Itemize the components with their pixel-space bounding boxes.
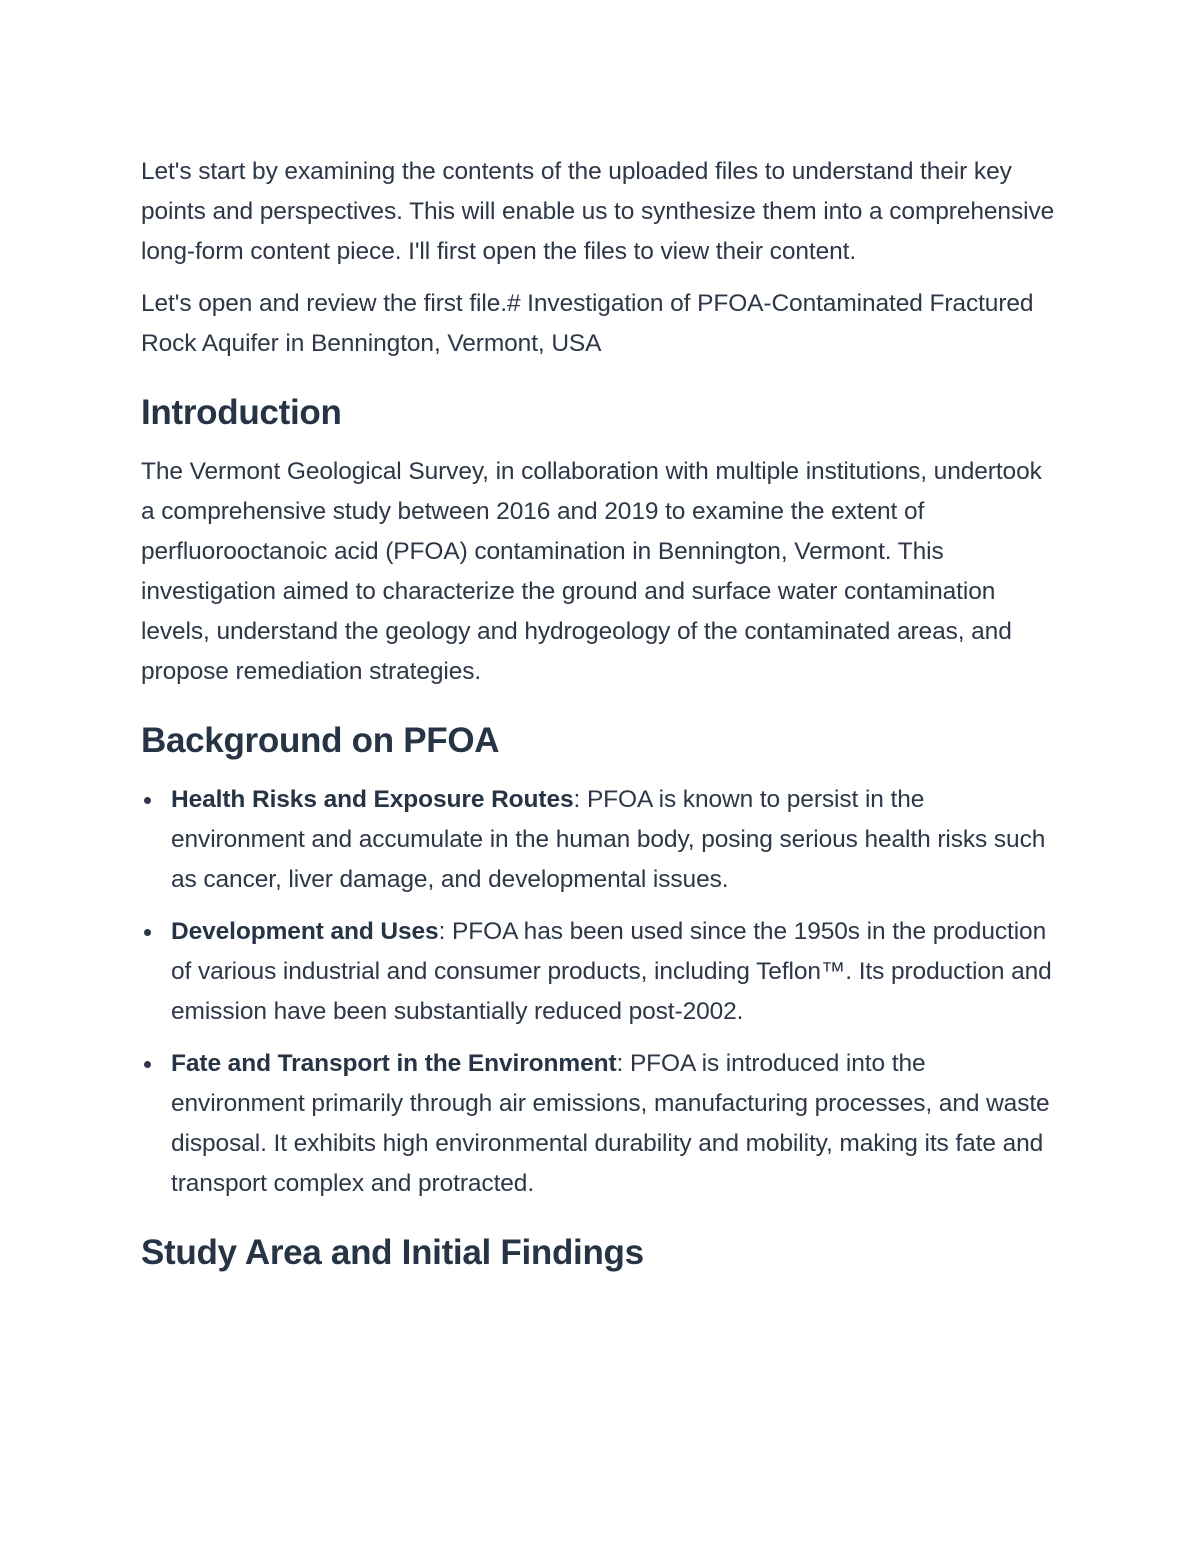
intro-paragraph: Let's start by examining the contents of the uploaded files to understand their key points and perspectives. This will enable us to synthesize them into a comprehensive long-form content piece. I'll first open the files to view their content. xyxy=(141,158,1055,265)
introduction-heading: Introduction xyxy=(141,393,342,432)
list-item-term: Development and Uses xyxy=(171,918,439,945)
study-area-heading: Study Area and Initial Findings xyxy=(141,1233,644,1272)
list-item xyxy=(141,912,1056,1032)
background-heading: Background on PFOA xyxy=(141,721,500,760)
list-item xyxy=(141,1044,1056,1204)
background-list xyxy=(141,780,1056,1204)
bullet-icon xyxy=(144,797,151,804)
list-item-text: : PFOA is introduced into the environment primarily through air emissions, manufacturing processes, and waste disposal. It exhibits high environmental durability and mobility, making its fate and transport complex and protracted. xyxy=(171,1050,1050,1197)
list-item-text: : PFOA is known to persist in the environment and accumulate in the human body, posing serious health risks such as cancer, liver damage, and developmental issues. xyxy=(171,786,1046,893)
list-item-term: Fate and Transport in the Environment xyxy=(171,1050,617,1077)
list-item xyxy=(141,780,1056,900)
introduction-paragraph: The Vermont Geological Survey, in collaboration with multiple institutions, undertook a comprehensive study between 2016 and 2019 to examine the extent of perfluorooctanoic acid (PFOA) contamination in Bennington, Vermont. This investigation aimed to characterize the ground and surface water contamination levels, understand the geology and hydrogeology of the contaminated areas, and propose remediation strategies. xyxy=(141,458,1042,685)
bullet-icon xyxy=(144,1061,151,1068)
bullet-icon xyxy=(144,929,151,936)
intro-paragraph: Let's open and review the first file.# Investigation of PFOA-Contaminated Fractured Rock Aquifer in Bennington, Vermont, USA xyxy=(141,290,1034,357)
list-item-text: : PFOA has been used since the 1950s in the production of various industrial and consumer products, including Teflon™. Its production and emission have been substantially reduced post-2002. xyxy=(171,918,1052,1025)
list-item-term: Health Risks and Exposure Routes xyxy=(171,786,574,813)
document-page xyxy=(141,152,1056,1292)
